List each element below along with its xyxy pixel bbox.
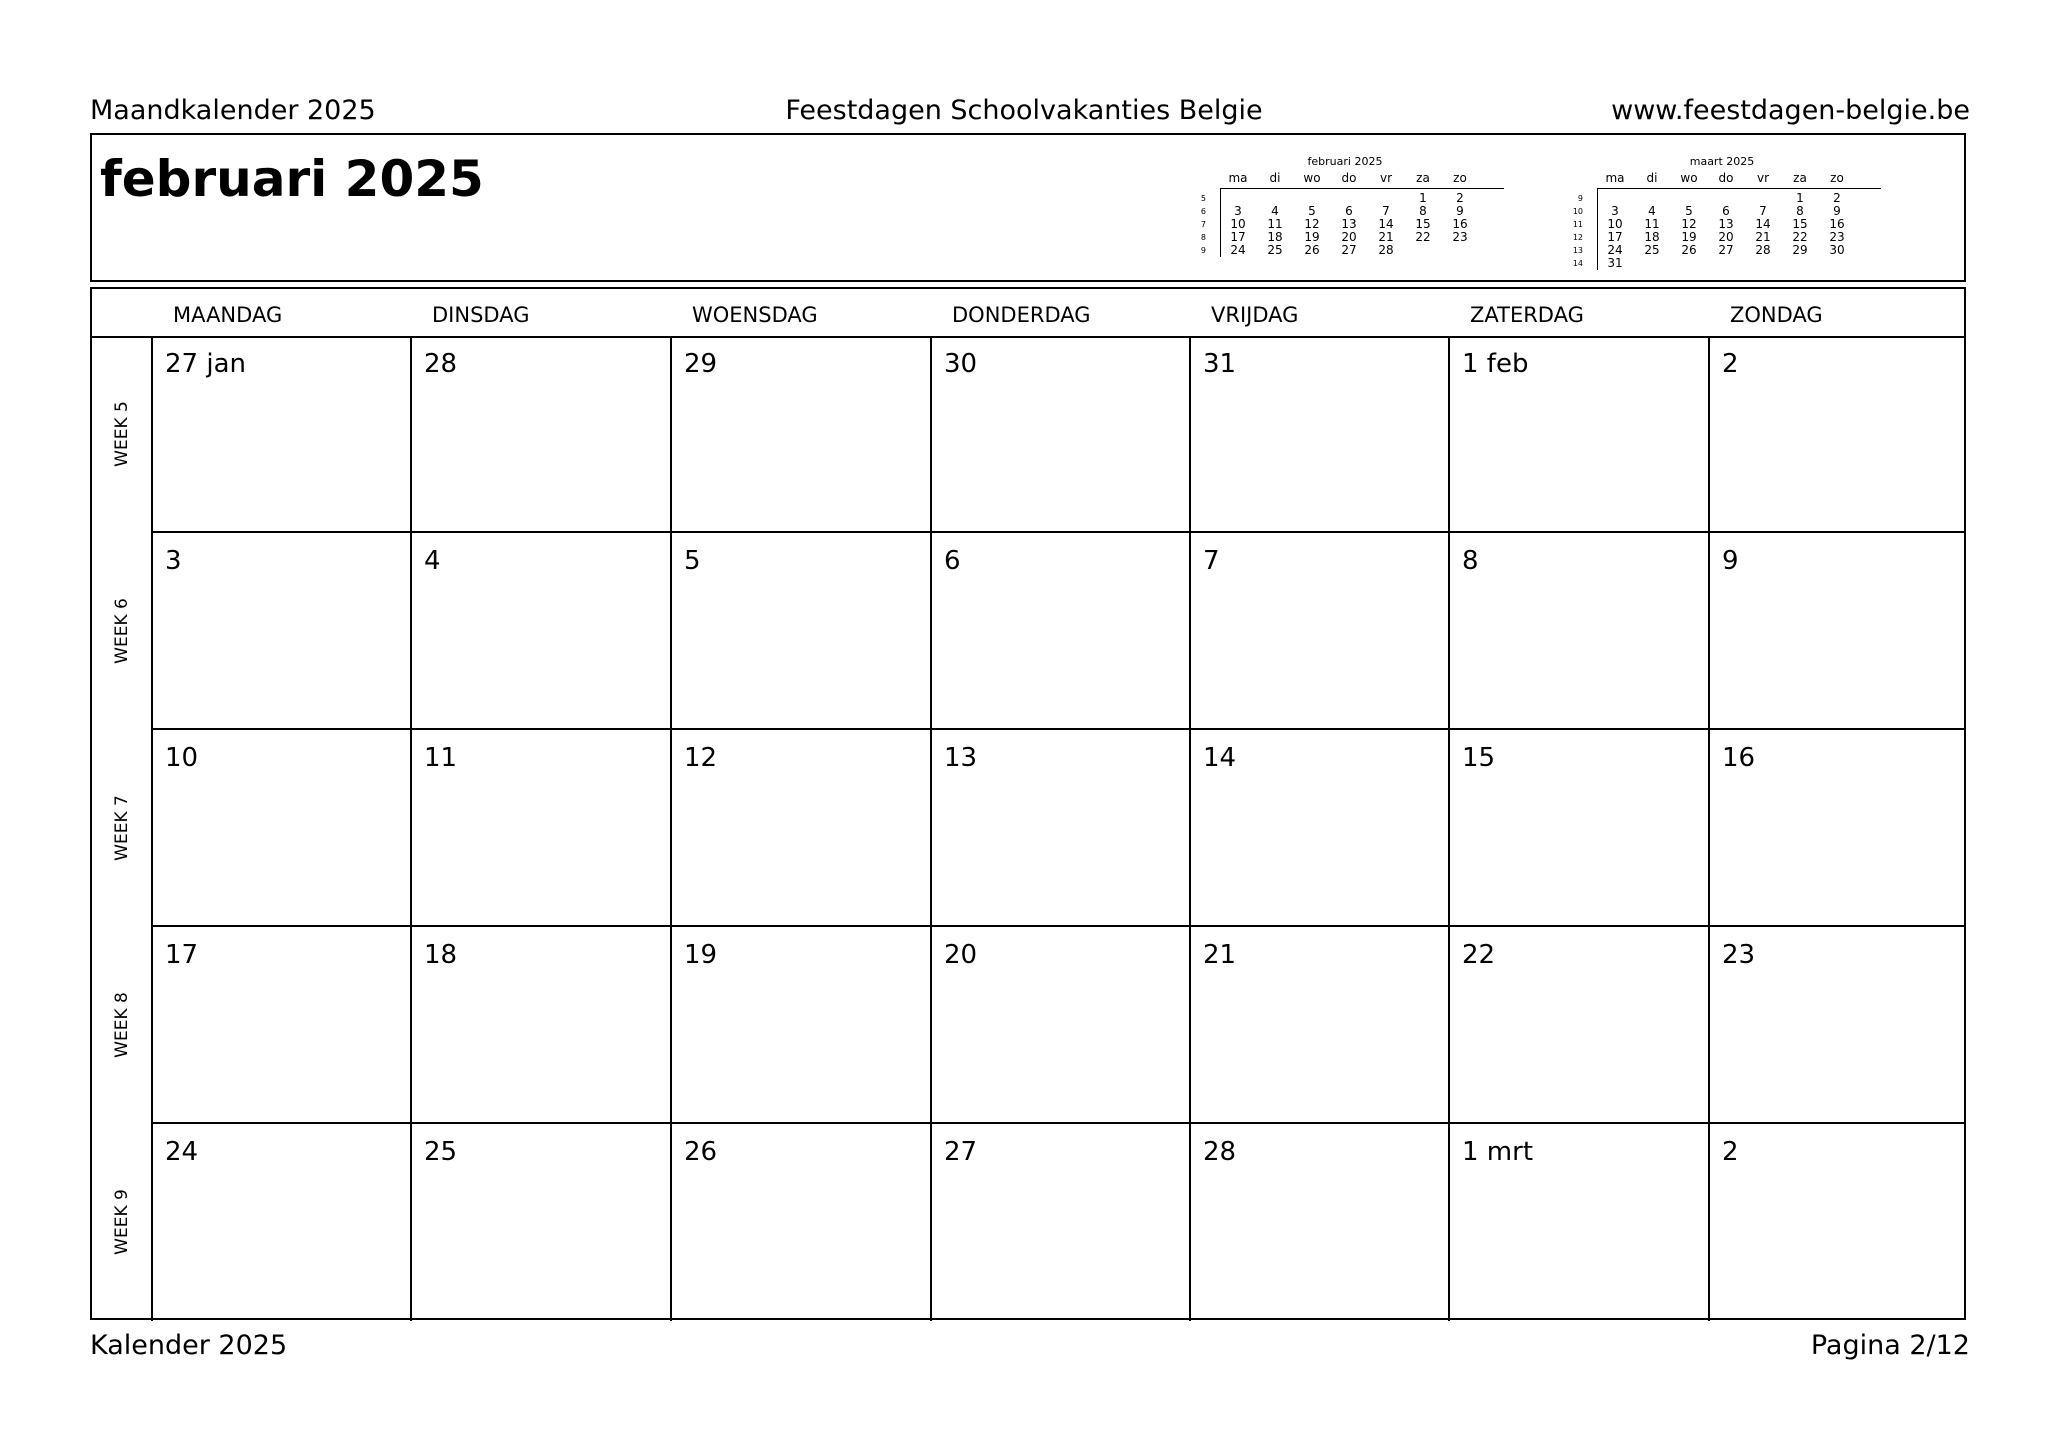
mini-day: 6	[1722, 204, 1730, 218]
mini-day: 20	[1718, 230, 1734, 244]
day-cell[interactable]	[1710, 927, 1964, 1124]
week-label: WEEK 8	[112, 992, 132, 1058]
day-number: 13	[944, 743, 978, 773]
day-number: 21	[1203, 940, 1237, 970]
day-number: 23	[1722, 940, 1756, 970]
mini-day: 18	[1644, 230, 1660, 244]
mini-week-number: 12	[1572, 233, 1583, 242]
mini-day: 4	[1271, 204, 1279, 218]
mini-day: 1	[1796, 191, 1804, 205]
month-grid	[90, 287, 1966, 1320]
mini-day-head: ma	[1605, 171, 1625, 185]
day-cell[interactable]	[1450, 1124, 1710, 1321]
footer-left: Kalender 2025	[90, 1330, 288, 1361]
day-number: 31	[1203, 349, 1237, 379]
mini-day: 13	[1341, 217, 1357, 231]
mini-day-head: wo	[1680, 171, 1698, 185]
mini-calendar	[1190, 155, 1500, 273]
mini-day-head: za	[1416, 171, 1430, 185]
day-number: 28	[424, 349, 458, 379]
mini-calendar	[1567, 155, 1877, 273]
weekday-woensdag: WOENSDAG	[692, 303, 818, 327]
day-cell[interactable]	[1710, 730, 1964, 927]
mini-day: 21	[1378, 230, 1394, 244]
mini-week-number: 9	[1577, 194, 1583, 203]
day-cell[interactable]	[1450, 730, 1710, 927]
day-cell[interactable]	[932, 927, 1191, 1124]
day-number: 24	[165, 1137, 199, 1167]
mini-day: 2	[1456, 191, 1464, 205]
day-cell[interactable]	[672, 336, 932, 533]
day-number: 6	[944, 546, 961, 576]
mini-day: 26	[1304, 243, 1320, 257]
week-label-cell	[92, 927, 153, 1124]
mini-day: 25	[1644, 243, 1660, 257]
day-number: 4	[424, 546, 441, 576]
day-cell[interactable]	[412, 1124, 672, 1321]
day-number: 3	[165, 546, 182, 576]
mini-day: 14	[1378, 217, 1394, 231]
mini-day-head: do	[1718, 171, 1734, 185]
day-number: 29	[684, 349, 718, 379]
day-number: 25	[424, 1137, 458, 1167]
mini-day: 25	[1267, 243, 1283, 257]
mini-day: 27	[1718, 243, 1734, 257]
header-left-title: Maandkalender 2025	[90, 95, 376, 126]
mini-day: 28	[1755, 243, 1771, 257]
day-cell[interactable]	[412, 730, 672, 927]
mini-day: 15	[1792, 217, 1808, 231]
weekday-maandag: MAANDAG	[173, 303, 283, 327]
mini-day: 31	[1607, 256, 1623, 270]
day-cell[interactable]	[1710, 1124, 1964, 1321]
mini-day: 10	[1230, 217, 1246, 231]
day-number: 27	[944, 1137, 978, 1167]
mini-day: 5	[1685, 204, 1693, 218]
day-number: 2	[1722, 1137, 1739, 1167]
day-number: 2	[1722, 349, 1739, 379]
day-cell[interactable]	[1191, 336, 1450, 533]
mini-calendar-title: maart 2025	[1689, 155, 1755, 168]
mini-day: 1	[1419, 191, 1427, 205]
week-label: WEEK 7	[112, 795, 132, 861]
mini-day: 15	[1415, 217, 1431, 231]
week-label: WEEK 5	[112, 401, 132, 467]
mini-day: 7	[1382, 204, 1390, 218]
mini-day-head: di	[1646, 171, 1658, 185]
day-number: 18	[424, 940, 458, 970]
mini-calendar-week-numbers	[1190, 192, 1206, 257]
mini-day: 5	[1308, 204, 1316, 218]
day-cell[interactable]	[1191, 533, 1450, 730]
day-number: 5	[684, 546, 701, 576]
mini-day: 12	[1304, 217, 1320, 231]
mini-day: 10	[1607, 217, 1623, 231]
mini-day-head: zo	[1830, 171, 1844, 185]
mini-day: 21	[1755, 230, 1771, 244]
mini-day: 4	[1648, 204, 1656, 218]
mini-day-head: di	[1269, 171, 1281, 185]
mini-day: 8	[1796, 204, 1804, 218]
day-number: 10	[165, 743, 199, 773]
mini-day: 14	[1755, 217, 1771, 231]
mini-day: 22	[1415, 230, 1431, 244]
mini-day: 27	[1341, 243, 1357, 257]
mini-day: 17	[1230, 230, 1246, 244]
day-cell[interactable]	[1191, 730, 1450, 927]
day-cell[interactable]	[412, 927, 672, 1124]
day-number: 26	[684, 1137, 718, 1167]
mini-day: 20	[1341, 230, 1357, 244]
day-number: 30	[944, 349, 978, 379]
day-cell[interactable]	[1450, 336, 1710, 533]
mini-day: 11	[1644, 217, 1660, 231]
mini-day: 3	[1234, 204, 1242, 218]
day-number: 11	[424, 743, 458, 773]
day-cell[interactable]	[1450, 927, 1710, 1124]
mini-day: 17	[1607, 230, 1623, 244]
mini-day: 9	[1456, 204, 1464, 218]
mini-week-number: 14	[1572, 259, 1583, 268]
day-number: 27 jan	[165, 349, 246, 379]
week-label-cell	[92, 336, 153, 533]
day-cell[interactable]	[932, 336, 1191, 533]
header-center-title: Feestdagen Schoolvakanties Belgie	[785, 95, 1263, 126]
mini-day: 7	[1759, 204, 1767, 218]
mini-calendar-title: februari 2025	[1307, 155, 1383, 168]
day-number: 1 feb	[1462, 349, 1529, 379]
weekday-dinsdag: DINSDAG	[432, 303, 530, 327]
mini-day-head: wo	[1303, 171, 1321, 185]
mini-week-number: 7	[1200, 220, 1206, 229]
day-cell[interactable]	[672, 1124, 932, 1321]
day-number: 14	[1203, 743, 1237, 773]
mini-day: 9	[1833, 204, 1841, 218]
month-title: februari 2025	[100, 150, 484, 208]
weekday-vrijdag: VRIJDAG	[1211, 303, 1299, 327]
day-cell[interactable]	[1191, 1124, 1450, 1321]
mini-day: 8	[1419, 204, 1427, 218]
mini-day: 29	[1792, 243, 1808, 257]
day-cell[interactable]	[153, 533, 412, 730]
month-title-box	[90, 133, 1966, 282]
day-cell[interactable]	[932, 730, 1191, 927]
weekday-zaterdag: ZATERDAG	[1470, 303, 1584, 327]
mini-day: 18	[1267, 230, 1283, 244]
day-cell[interactable]	[932, 533, 1191, 730]
weekday-header-row	[92, 289, 1964, 338]
mini-day: 24	[1607, 243, 1623, 257]
mini-week-number: 6	[1200, 207, 1206, 216]
weekday-zondag: ZONDAG	[1730, 303, 1823, 327]
mini-day: 28	[1378, 243, 1394, 257]
mini-week-number: 8	[1200, 233, 1206, 242]
mini-day: 19	[1681, 230, 1697, 244]
week-label-cell	[92, 1124, 153, 1321]
mini-day: 11	[1267, 217, 1283, 231]
mini-day-head: do	[1341, 171, 1357, 185]
mini-day: 23	[1452, 230, 1468, 244]
day-number: 9	[1722, 546, 1739, 576]
day-number: 28	[1203, 1137, 1237, 1167]
mini-day: 12	[1681, 217, 1697, 231]
week-label: WEEK 9	[112, 1189, 132, 1255]
day-cell[interactable]	[1450, 533, 1710, 730]
day-cell[interactable]	[932, 1124, 1191, 1321]
mini-week-number: 9	[1200, 246, 1206, 255]
mini-calendar-week-numbers	[1567, 192, 1583, 270]
mini-week-number: 13	[1572, 246, 1583, 255]
mini-day: 3	[1611, 204, 1619, 218]
day-number: 12	[684, 743, 718, 773]
day-cell[interactable]	[1191, 927, 1450, 1124]
day-number: 20	[944, 940, 978, 970]
mini-day: 23	[1829, 230, 1845, 244]
mini-day: 2	[1833, 191, 1841, 205]
day-number: 15	[1462, 743, 1496, 773]
week-label: WEEK 6	[112, 598, 132, 664]
mini-day: 24	[1230, 243, 1246, 257]
mini-day: 13	[1718, 217, 1734, 231]
mini-week-number: 5	[1200, 194, 1206, 203]
mini-day-head: za	[1793, 171, 1807, 185]
day-cell[interactable]	[672, 927, 932, 1124]
mini-day: 30	[1829, 243, 1845, 257]
week-label-cell	[92, 533, 153, 730]
day-cell[interactable]	[412, 336, 672, 533]
mini-day: 16	[1452, 217, 1468, 231]
day-cell[interactable]	[153, 336, 412, 533]
mini-week-number: 10	[1572, 207, 1583, 216]
header-website: www.feestdagen-belgie.be	[1611, 95, 1970, 126]
mini-day: 19	[1304, 230, 1320, 244]
mini-day: 6	[1345, 204, 1353, 218]
week-label-cell	[92, 730, 153, 927]
day-number: 16	[1722, 743, 1756, 773]
day-number: 8	[1462, 546, 1479, 576]
day-cell[interactable]	[672, 730, 932, 927]
mini-day-head: ma	[1228, 171, 1248, 185]
day-cell[interactable]	[1710, 533, 1964, 730]
day-cell[interactable]	[672, 533, 932, 730]
mini-week-number: 11	[1572, 220, 1583, 229]
day-number: 17	[165, 940, 199, 970]
day-cell[interactable]	[153, 730, 412, 927]
mini-day-head: vr	[1756, 171, 1770, 185]
day-cell[interactable]	[153, 1124, 412, 1321]
mini-day: 26	[1681, 243, 1697, 257]
footer-page-number: Pagina 2/12	[1810, 1330, 1970, 1361]
mini-day: 16	[1829, 217, 1845, 231]
day-cell[interactable]	[412, 533, 672, 730]
weekday-donderdag: DONDERDAG	[952, 303, 1091, 327]
day-number: 19	[684, 940, 718, 970]
day-cell[interactable]	[153, 927, 412, 1124]
day-number: 1 mrt	[1462, 1137, 1534, 1167]
mini-day-head: vr	[1379, 171, 1393, 185]
mini-day-head: zo	[1453, 171, 1467, 185]
mini-calendar-rule	[1220, 188, 1504, 189]
day-cell[interactable]	[1710, 336, 1964, 533]
mini-day: 22	[1792, 230, 1808, 244]
mini-calendar-rule	[1597, 188, 1881, 189]
day-number: 7	[1203, 546, 1220, 576]
day-number: 22	[1462, 940, 1496, 970]
